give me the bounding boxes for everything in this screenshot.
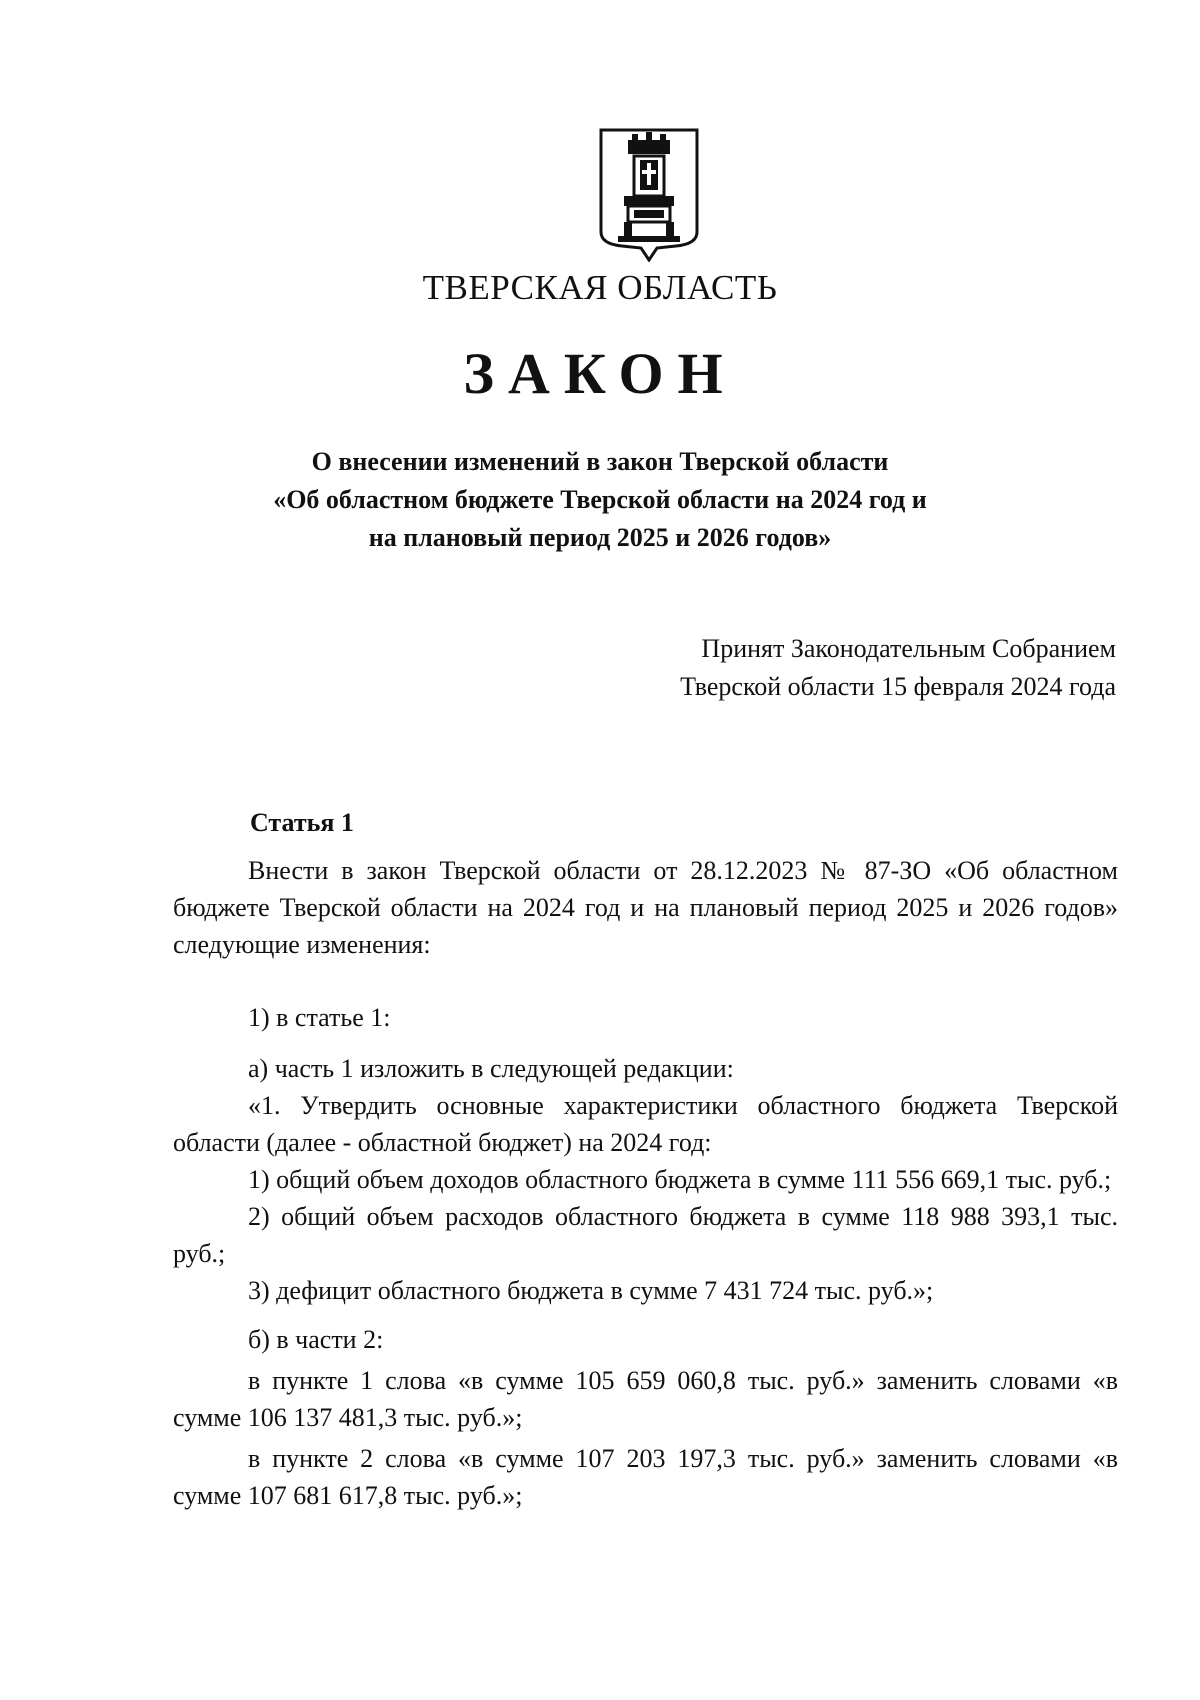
- paragraph: «1. Утвердить основные характеристики областного бюджета Тверской области (далее - областной бюджет) на 2024 год:: [173, 1091, 1118, 1157]
- region-name: ТВЕРСКАЯ ОБЛАСТЬ: [422, 268, 778, 307]
- paragraph: 2) общий объем расходов областного бюджета в сумме 118 988 393,1 тыс. руб.;: [173, 1202, 1118, 1268]
- paragraph: а) часть 1 изложить в следующей редакции:: [248, 1054, 734, 1083]
- paragraph: б) в части 2:: [248, 1325, 384, 1354]
- paragraph: в пункте 1 слова «в сумме 105 659 060,8 тыс. руб.» заменить словами «в сумме 106 137 481,3 тыс. руб.»;: [173, 1366, 1118, 1432]
- subtitle-line: «Об областном бюджете Тверской области на 2024 год и: [273, 485, 927, 514]
- adoption-note: [680, 630, 1116, 706]
- document-type-title: ЗАКОН: [463, 341, 737, 406]
- paragraph: в пункте 2 слова «в сумме 107 203 197,3 тыс. руб.» заменить словами «в сумме 107 681 617,8 тыс. руб.»;: [173, 1444, 1118, 1510]
- tver-coat-of-arms-icon: [598, 128, 700, 262]
- paragraph: 1) в статье 1:: [248, 1003, 391, 1032]
- paragraph: 1) общий объем доходов областного бюджета в сумме 111 556 669,1 тыс. руб.;: [248, 1165, 1112, 1194]
- law-subtitle: [150, 443, 1050, 557]
- adoption-line: Принят Законодательным Собранием: [701, 634, 1116, 663]
- adoption-line: Тверской области 15 февраля 2024 года: [680, 672, 1116, 701]
- subtitle-line: О внесении изменений в закон Тверской области: [311, 447, 889, 476]
- paragraph: 3) дефицит областного бюджета в сумме 7 431 724 тыс. руб.»;: [248, 1276, 934, 1305]
- subtitle-line: на плановый период 2025 и 2026 годов»: [368, 523, 832, 552]
- paragraph: Внести в закон Тверской области от 28.12.2023 № 87-ЗО «Об областном бюджете Тверской области на 2024 год и на плановый период 2025 и 2026 годов» следующие изменения:: [173, 856, 1118, 959]
- article-body: [173, 852, 1118, 1514]
- article-heading: Статья 1: [250, 808, 354, 837]
